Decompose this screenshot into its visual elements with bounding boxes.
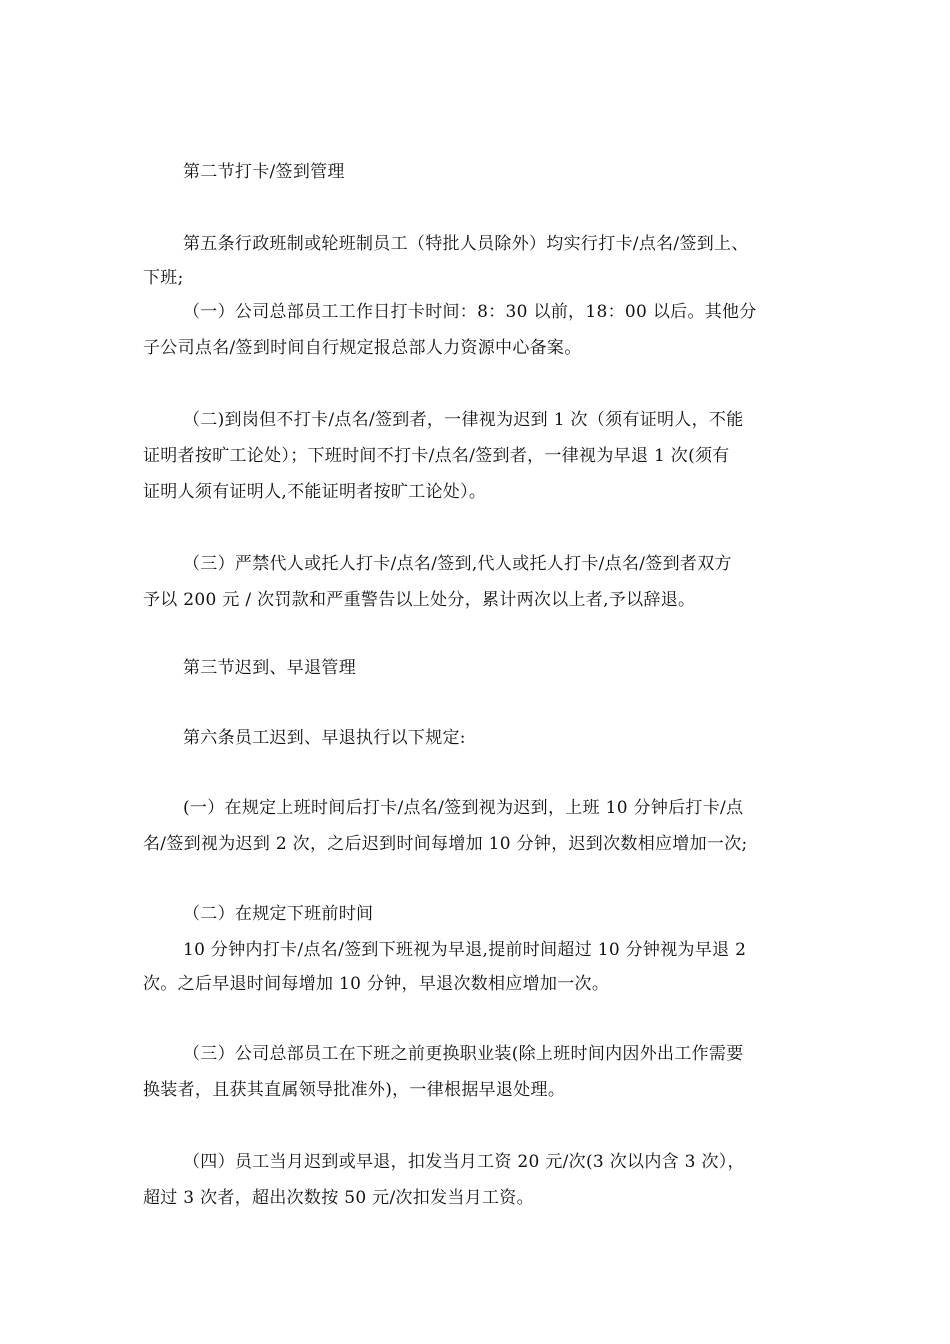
article-five-item-2-line-2: 证明者按旷工论处）；下班时间不打卡/点名/签到者，一律视为早退 1 次(须有 (143, 446, 730, 466)
article-five-item-1-line-2: 子公司点名/签到时间自行规定报总部人力资源中心备案。 (143, 338, 582, 358)
article-five-item-3-line-2: 予以 200 元 / 次罚款和严重警告以上处分，累计两次以上者,予以辞退。 (143, 590, 696, 610)
article-six-item-2-line-2: 10 分钟内打卡/点名/签到下班视为早退,提前时间超过 10 分钟视为早退 2 (183, 940, 747, 960)
article-five-line-1: 第五条行政班制或轮班制员工（特批人员除外）均实行打卡/点名/签到上、 (183, 234, 749, 254)
article-six-item-3-line-2: 换装者，且获其直属领导批准外)，一律根据早退处理。 (143, 1080, 566, 1100)
article-six-item-2-line-1: （二）在规定下班前时间 (183, 904, 374, 924)
article-five-line-2: 下班; (143, 268, 184, 288)
article-six-item-4-line-1: （四）员工当月迟到或早退，扣发当月工资 20 元/次(3 次以内含 3 次）， (183, 1152, 745, 1172)
article-six-item-4-line-2: 超过 3 次者，超出次数按 50 元/次扣发当月工资。 (143, 1188, 534, 1208)
article-six-item-3-line-1: （三）公司总部员工在下班之前更换职业装(除上班时间内因外出工作需要 (183, 1044, 744, 1064)
article-six-item-1-line-1: (一）在规定上班时间后打卡/点名/签到视为迟到，上班 10 分钟后打卡/点 (183, 798, 744, 818)
article-six-item-2-line-3: 次。之后早退时间每增加 10 分钟，早退次数相应增加一次。 (143, 974, 610, 994)
section-heading: 第二节打卡/签到管理 (183, 162, 345, 182)
article-five-item-2-line-3: 证明人须有证明人,不能证明者按旷工论处）。 (143, 482, 487, 502)
article-six-intro: 第六条员工迟到、早退执行以下规定: (183, 728, 466, 748)
article-five-item-2-line-1: （二)到岗但不打卡/点名/签到者，一律视为迟到 1 次（须有证明人，不能 (183, 410, 744, 430)
article-five-item-3-line-1: （三）严禁代人或托人打卡/点名/签到,代人或托人打卡/点名/签到者双方 (183, 554, 732, 574)
article-five-item-1-line-1: （一）公司总部员工工作日打卡时间：8：30 以前，18：00 以后。其他分 (183, 302, 757, 322)
article-six-item-1-line-2: 名/签到视为迟到 2 次，之后迟到时间每增加 10 分钟，迟到次数相应增加一次; (143, 834, 748, 854)
section-heading: 第三节迟到、早退管理 (183, 658, 356, 678)
